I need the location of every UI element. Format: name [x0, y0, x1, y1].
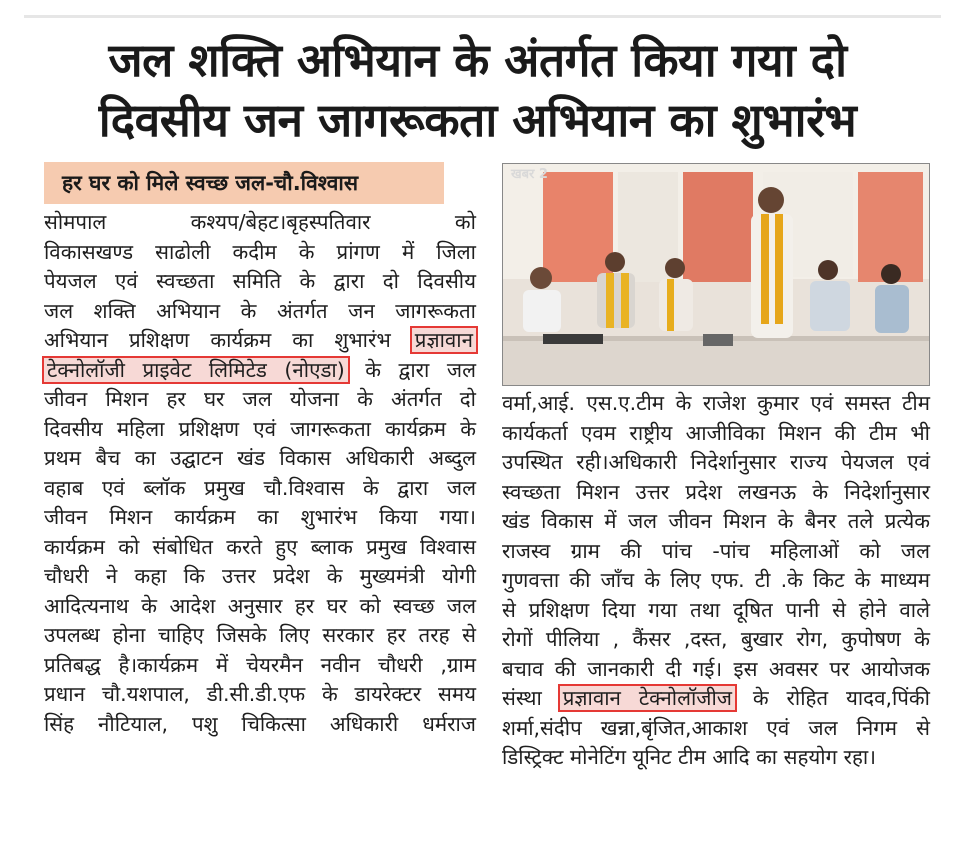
event-photo [502, 163, 930, 386]
text-line: बचाव की जानकारी दी गई। इस अवसर पर आयोजक [502, 656, 930, 681]
headline [30, 30, 925, 150]
text-line: वर्मा,आई. एस.ए.टीम के राजेश कुमार एवं समस्त टीम [502, 391, 930, 415]
text-line: उपस्थित रही।अधिकारी निदेर्शानुसार राज्य पेयजल एवं [502, 450, 930, 474]
text-line: प्रथम बैच का उद्घाटन खंड विकास अधिकारी अब्दुल [44, 446, 476, 470]
text-line: विकासखण्ड साढोली कदीम के प्रांगण में जिला [44, 239, 476, 264]
article-right-column [502, 389, 930, 773]
text-line: गुणवत्ता की जाँच के लिए एफ. टी .के किट के माध्यम [502, 568, 930, 592]
text-line: सिंह नौटियाल, पशु चिकित्सा अधिकारी धर्मराज [44, 711, 476, 736]
text-line: रोगों पीलिया , कैंसर ,दस्त, बुखार रोग, कुपोषण के [502, 627, 930, 651]
text-line: डिस्ट्रिक्ट मोनेटिंग यूनिट टीम आदि का सहयोग रहा। [502, 745, 876, 769]
text-line: वहाब एवं ब्लॉक प्रमुख चौ.विश्वास के द्वारा जल [44, 475, 476, 500]
text-line: दिवसीय महिला प्रशिक्षण एवं जागरूकता कार्यक्रम के [44, 416, 476, 441]
highlighted-company-name: प्रज्ञावान [412, 328, 476, 352]
highlighted-company-name: टेक्नोलॉजी प्राइवेट लिमिटेड (नोएडा) [44, 358, 348, 382]
text-line: चौधरी ने कहा कि उत्तर प्रदेश के मुख्यमंत्री योगी [44, 564, 476, 588]
subheadline: हर घर को मिले स्वच्छ जल-चौ.विश्वास [62, 171, 359, 195]
text-line: कार्यकर्ता एवम राष्ट्रीय आजीविका मिशन की टीम भी [502, 420, 930, 445]
text-line: स्वच्छता मिशन उत्तर प्रदेश लखनऊ के निदेर्शानुसार [502, 479, 930, 504]
text-line: आदित्यनाथ के आदेश अनुसार हर घर को स्वच्छ जल [44, 593, 476, 618]
headline-line-1: जल शक्ति अभियान के अंतर्गत किया गया दो [108, 33, 847, 87]
article-left-column [44, 208, 476, 739]
text-line: कार्यक्रम को संबोधित करते हुए ब्लाक प्रमुख विश्वास [44, 534, 476, 559]
text-segment: अभियान प्रशिक्षण कार्यक्रम का शुभारंभ [44, 328, 391, 352]
text-line: राजस्व ग्राम की पांच -पांच महिलाओं को जल [502, 538, 930, 563]
text-line: से प्रशिक्षण दिया गया तथा दूषित पानी से होने वाले [502, 597, 930, 622]
text-line: खंड विकास में जल जीवन मिशन के बैनर तले प्रत्येक [502, 509, 930, 533]
text-line: शर्मा,संदीप खन्ना,बृंजित,आकाश एवं जल निगम से [502, 715, 930, 740]
text-line: जल शक्ति अभियान के अंतर्गत जन जागरूकता [44, 298, 476, 323]
photo-caption: खबर 2 [511, 167, 548, 182]
text-line: जीवन मिशन कार्यक्रम का शुभारंभ किया गया। [44, 505, 476, 529]
text-line: उपलब्ध होना चाहिए जिसके लिए सरकार हर तरह से [44, 623, 476, 647]
top-rule [24, 15, 941, 18]
text-segment: के रोहित यादव,पिंकी [752, 686, 930, 710]
text-line: प्रधान चौ.यशपाल, डी.सी.डी.एफ के डायरेक्टर समय [44, 682, 476, 706]
text-line [502, 684, 930, 714]
event-photo-illustration [503, 164, 929, 385]
text-line: जीवन मिशन हर घर जल योजना के अंतर्गत दो [44, 387, 476, 411]
highlighted-company-name: प्रज्ञावान टेक्नोलॉजीज [560, 686, 735, 710]
text-line: पेयजल एवं स्वच्छता समिति के द्वारा दो दिवसीय [44, 269, 476, 293]
text-segment: के द्वारा जल [365, 357, 476, 382]
text-segment: संस्था [502, 686, 542, 710]
text-line [44, 326, 476, 356]
text-line: सोमपाल कश्यप/बेहट।बृहस्पतिवार को [44, 210, 476, 234]
text-line [44, 356, 476, 386]
headline-line-2: दिवसीय जन जागरूकता अभियान का शुभारंभ [98, 93, 857, 147]
text-line: प्रतिबद्ध है।कार्यक्रम में चेयरमैन नवीन चौधरी ,ग्राम [44, 652, 476, 677]
